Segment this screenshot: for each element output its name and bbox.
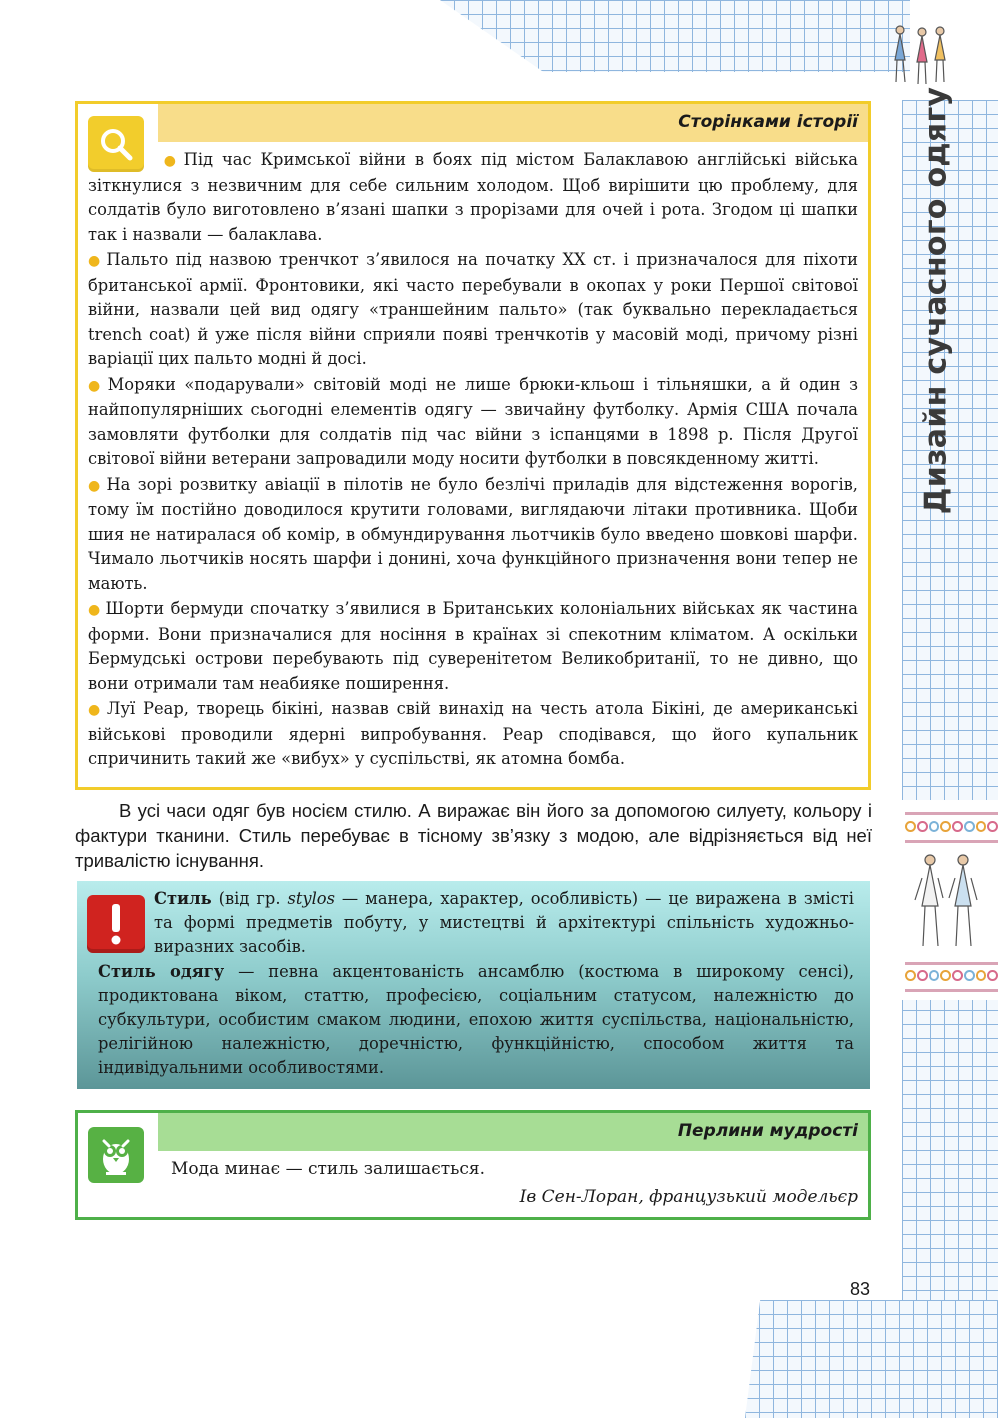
grid-paper-top-decoration: [440, 0, 910, 72]
term-clothing-style: Стиль одягу: [98, 961, 225, 981]
history-box-body: [88, 148, 858, 773]
main-paragraph: В усі часи одяг був носієм стилю. А виражає він його за допомогою силуету, кольору і фактури тканини. Стиль перебуває в тісному зв’язку з модою, але відрізняється від неї тривалістю існування.: [75, 800, 872, 871]
history-paragraph: [88, 697, 858, 772]
term-style-origin: stylos: [287, 889, 335, 908]
fashion-figures-illustration: [884, 20, 954, 92]
page-number: 83: [850, 1279, 871, 1299]
history-paragraph: [88, 248, 858, 372]
history-paragraph: [88, 597, 858, 696]
history-paragraph-text: На зорі розвитку авіації в пілотів не було безлічі приладів для відстеження ворогів, тому їм постійно доводилося крутити головами, виглядаючи літаки противника. Щоби шия не натиралася об комір, в обмундирування льотчиків було введено шовкові шарфи. Чимало льотчиків носять шарфи і донині, хоча функційного призначення вони тепер не мають.: [88, 474, 858, 593]
definition-style: [98, 887, 854, 960]
bullet-icon: ●: [160, 153, 180, 169]
divider-line: [905, 989, 998, 992]
history-paragraph-text: Луї Реар, творець бікіні, назвав свій винахід на честь атола Бікіні, де американські військові проводили ядерні випробування. Реар сподівався, що його купальник спричинить такий же «вибух» у суспільстві, як атомна бомба.: [88, 699, 859, 768]
definition-body: [98, 887, 854, 1081]
chapter-side-title-text: Дизайн сучасного одягу: [918, 86, 954, 514]
history-paragraph: [88, 473, 858, 597]
fashion-figures-illustration: [905, 848, 995, 956]
history-paragraph-text: Моряки «подарували» світовій моді не лише брюки-кльош і тільняшки, а й один з найпопулярніших сьогодні елементів одягу — звичайну футболку. Армія США почала замовляти футболки для солдатів під час війни з іспанцями в 1898 р. Після Другої світової війни ветерани запровадили моду носити футболки в повсякденному житті.: [88, 374, 858, 468]
wisdom-box: [75, 1110, 871, 1220]
history-box: [75, 101, 871, 790]
definition-clothing-style: [98, 960, 854, 1081]
history-paragraph: [88, 373, 858, 472]
wisdom-box-header: [158, 1113, 868, 1151]
chapter-side-title: [905, 86, 967, 514]
rings-decoration: [905, 818, 998, 836]
bullet-icon: ●: [88, 702, 103, 718]
divider-line: [905, 812, 998, 815]
wisdom-quote-author: Ів Сен-Лоран, французький модельєр: [519, 1187, 858, 1207]
grid-paper-bottom-decoration: [745, 1300, 998, 1418]
wisdom-box-title: Перлини мудрості: [677, 1121, 858, 1141]
history-paragraph-text: Під час Кримської війни в боях під містом Балаклавою англійські війська зіткнулися з незвичним для себе сильним холодом. Щоб вирішити цю проблему, для солдатів було виготовлено в’язані шапки з прорізами для очей і рота. Згодом ці шапки так і назвали — балаклава.: [88, 150, 859, 244]
bullet-icon: ●: [88, 377, 104, 394]
wisdom-quote: Мода минає — стиль залишається.: [171, 1159, 486, 1179]
history-box-title: Сторінками історії: [678, 112, 858, 132]
history-paragraph-text: Шорти бермуди спочатку з’явилися в Британських колоніальних військах як частина форми. Вони призначалися для носіння в країнах зі спекотним кліматом. А оскільки Бермудські острови перебувають під суверенітетом Великобританії, то не дивно, що вони отримали там неабияке поширення.: [88, 599, 858, 693]
bullet-icon: ●: [88, 253, 103, 269]
history-paragraph-text: Пальто під назвою тренчкот з’явилося на початку XX ст. і призначалося для піхоти британської армії. Фронтовики, які часто перебували в окопах у роки Першої світової війни, назвали цей вид одягу «траншейним пальто» (так буквально перекладається trench coat) й уже після війни сприяли появі тренчкотів у масовій моді, причому різні варіації цих пальто модні й досі.: [88, 250, 859, 368]
divider-line: [905, 840, 998, 843]
rings-decoration: [905, 967, 998, 985]
term-clothing-style-definition: — певна акцентованість ансамблю (костюма в широкому сенсі), продиктована віком, статтю, професією, соціальним статусом, належністю до субкультури, особистим смаком людини, епохою життя суспільства, національністю, релігійною належністю, доречністю, функційністю, способом життя та індивідуальними особливостями.: [98, 961, 854, 1078]
term-style: Стиль: [154, 889, 212, 908]
bullet-icon: ●: [88, 477, 103, 494]
history-paragraph: [88, 148, 858, 247]
owl-icon: [88, 1127, 144, 1183]
divider-line: [905, 962, 998, 965]
definition-box: [77, 881, 870, 1089]
term-style-etymology-open: (від гр.: [211, 889, 288, 908]
bullet-icon: ●: [88, 602, 102, 618]
history-box-header: [158, 104, 868, 142]
term-style-definition: — манера, характер, особливість) — це виражена в змісті та формі предметів побуту, у мистецтві й архітектурі спільність художньо-виразних засобів.: [154, 889, 854, 957]
